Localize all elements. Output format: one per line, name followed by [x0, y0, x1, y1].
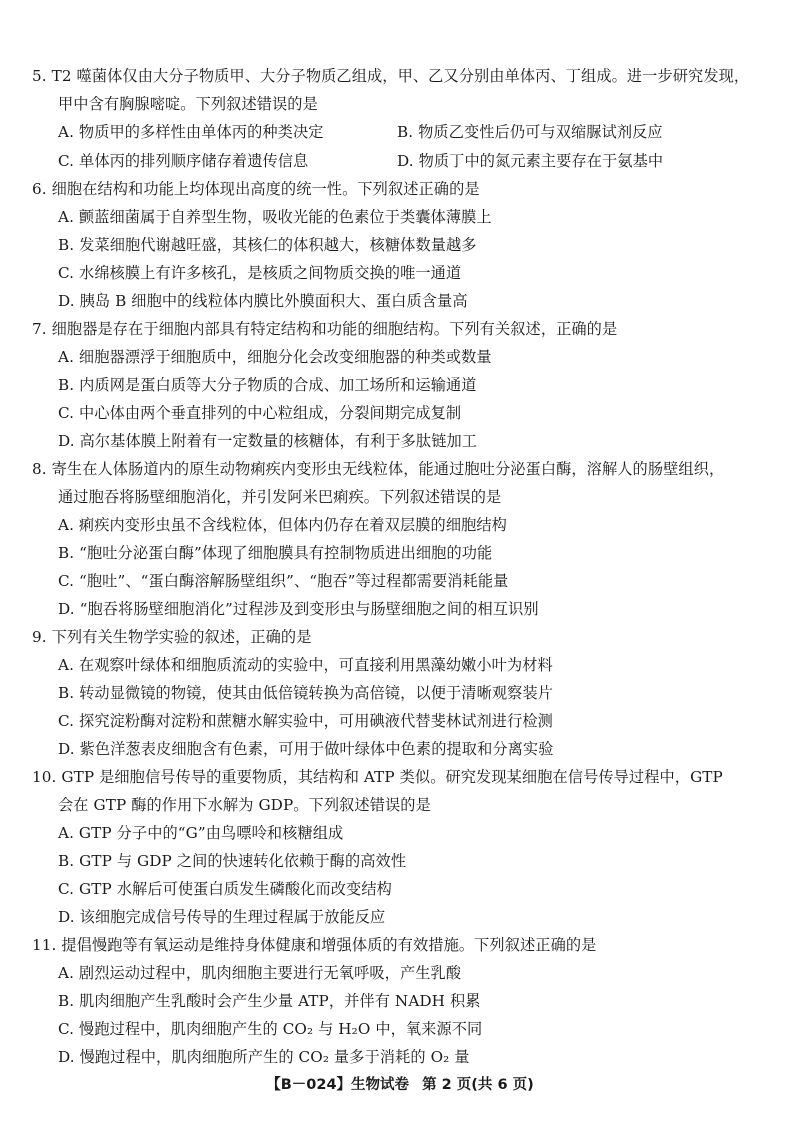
option-b: B. GTP 与 GDP 之间的快速转化依赖于酶的高效性	[58, 852, 407, 870]
page-footer	[0, 1075, 800, 1095]
question-stem: 7. 细胞器是存在于细胞内部具有特定结构和功能的细胞结构。下列有关叙述，正确的是	[32, 320, 618, 338]
option-c: C. 水绵核膜上有许多核孔，是核质之间物质交换的唯一通道	[58, 264, 462, 282]
option-d: D. 紫色洋葱表皮细胞含有色素，可用于做叶绿体中色素的提取和分离实验	[58, 740, 554, 758]
option-c: C. 慢跑过程中，肌肉细胞产生的 CO₂ 与 H₂O 中，氧来源不同	[58, 1020, 483, 1038]
option-a: A. 痢疾内变形虫虽不含线粒体，但体内仍存在着双层膜的细胞结构	[58, 516, 507, 534]
question-stem: 甲中含有胸腺嘧啶。下列叙述错误的是	[58, 95, 318, 113]
question-stem: 8. 寄生在人体肠道内的原生动物痢疾内变形虫无线粒体，能通过胞吐分泌蛋白酶，溶解人的肠壁组织，	[32, 460, 725, 478]
option-b: B. 物质乙变性后仍可与双缩脲试剂反应	[397, 123, 663, 141]
option-a: A. 细胞器漂浮于细胞质中，细胞分化会改变细胞器的种类或数量	[58, 348, 492, 366]
option-d: D. 胰岛 B 细胞中的线粒体内膜比外膜面积大、蛋白质含量高	[58, 292, 468, 310]
option-a: A. GTP 分子中的“G”由鸟嘌呤和核糖组成	[58, 824, 344, 842]
option-d: D. 高尔基体膜上附着有一定数量的核糖体，有利于多肽链加工	[58, 432, 478, 450]
question-stem: 会在 GTP 酶的作用下水解为 GDP。下列叙述错误的是	[58, 796, 431, 814]
option-b: B. 肌肉细胞产生乳酸时会产生少量 ATP，并伴有 NADH 积累	[58, 992, 481, 1010]
option-a: A. 剧烈运动过程中，肌肉细胞主要进行无氧呼吸，产生乳酸	[58, 964, 462, 982]
question-stem: 通过胞吞将肠壁细胞消化，并引发阿米巴痢疾。下列叙述错误的是	[58, 488, 502, 506]
option-c: C. 中心体由两个垂直排列的中心粒组成，分裂间期完成复制	[58, 404, 462, 422]
question-stem: 10. GTP 是细胞信号传导的重要物质，其结构和 ATP 类似。研究发现某细胞在信号传导过程中，GTP	[32, 768, 723, 786]
option-b: B. 内质网是蛋白质等大分子物质的合成、加工场所和运输通道	[58, 376, 477, 394]
option-d: D. “胞吞将肠壁细胞消化”过程涉及到变形虫与肠壁细胞之间的相互识别	[58, 600, 539, 618]
option-b: B. 转动显微镜的物镜，使其由低倍镜转换为高倍镜，以便于清晰观察装片	[58, 684, 554, 702]
option-c: C. 探究淀粉酶对淀粉和蔗糖水解实验中，可用碘液代替斐林试剂进行检测	[58, 712, 553, 730]
option-c: C. 单体丙的排列顺序储存着遗传信息	[58, 152, 309, 170]
option-a: A. 物质甲的多样性由单体丙的种类决定	[58, 123, 324, 141]
page-number: 第 2 页(共 6 页)	[422, 1077, 534, 1093]
question-stem: 11. 提倡慢跑等有氧运动是维持身体健康和增强体质的有效措施。下列叙述正确的是	[32, 936, 597, 954]
option-a: A. 在观察叶绿体和细胞质流动的实验中，可直接利用黑藻幼嫩小叶为材料	[58, 656, 553, 674]
question-stem: 5. T2 噬菌体仅由大分子物质甲、大分子物质乙组成，甲、乙又分别由单体丙、丁组成。进一步研究发现，	[32, 67, 750, 85]
option-c: C. GTP 水解后可使蛋白质发生磷酸化而改变结构	[58, 880, 392, 898]
option-d: D. 物质丁中的氮元素主要存在于氨基中	[397, 152, 664, 170]
option-d: D. 慢跑过程中，肌肉细胞所产生的 CO₂ 量多于消耗的 O₂ 量	[58, 1048, 470, 1066]
option-d: D. 该细胞完成信号传导的生理过程属于放能反应	[58, 908, 386, 926]
option-c: C. “胞吐”、“蛋白酶溶解肠壁组织”、“胞吞”等过程都需要消耗能量	[58, 572, 509, 590]
option-b: B. 发菜细胞代谢越旺盛，其核仁的体积越大，核糖体数量越多	[58, 236, 477, 254]
option-a: A. 颤蓝细菌属于自养型生物，吸收光能的色素位于类囊体薄膜上	[58, 208, 492, 226]
question-stem: 6. 细胞在结构和功能上均体现出高度的统一性。下列叙述正确的是	[32, 180, 480, 198]
option-b: B. “胞吐分泌蛋白酶”体现了细胞膜具有控制物质进出细胞的功能	[58, 544, 493, 562]
exam-code: 【B－024】生物试卷	[266, 1077, 410, 1093]
question-stem: 9. 下列有关生物学实验的叙述，正确的是	[32, 628, 312, 646]
